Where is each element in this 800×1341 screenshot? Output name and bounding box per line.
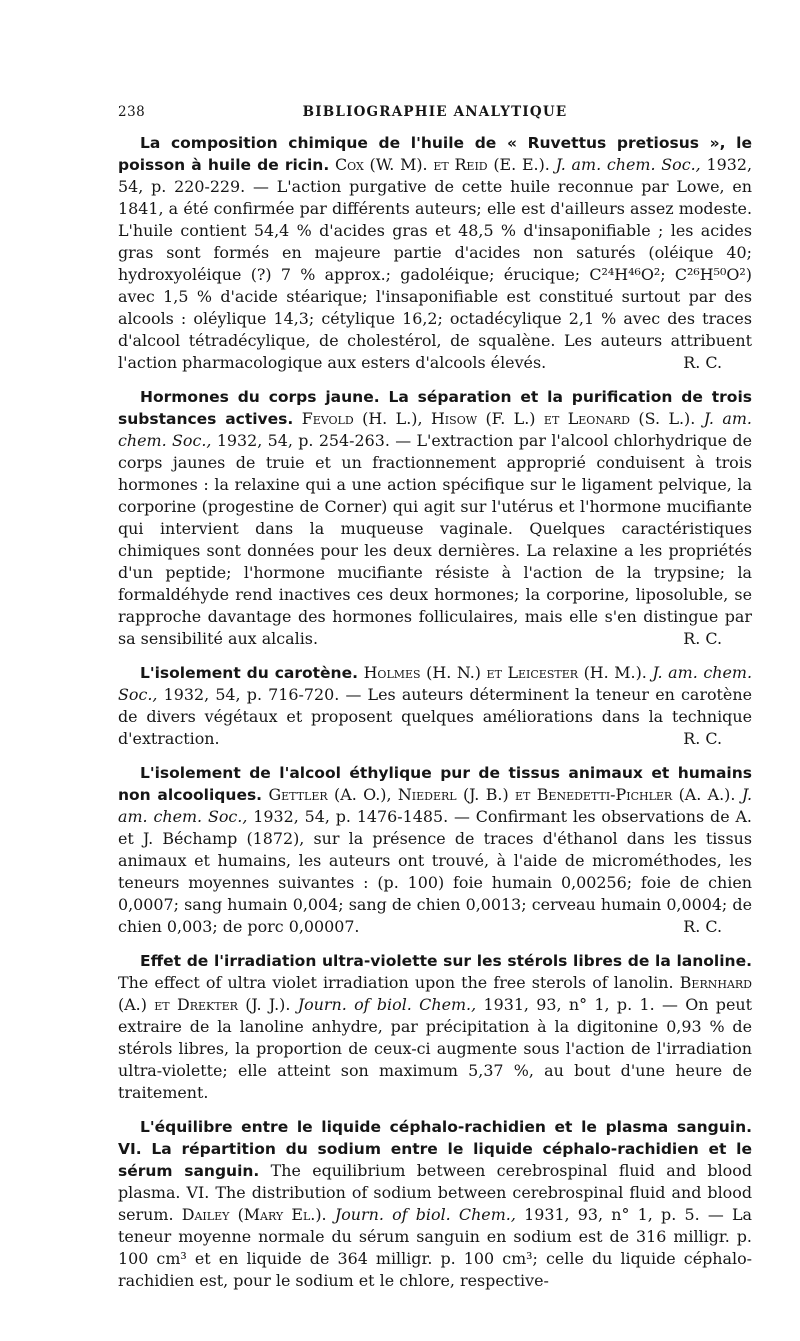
entry-citation: 1931, 93, n° 1, p. 5. [524,1205,700,1224]
entry-body: — On peut extraire de la lanoline anhydre, par précipitation à la digitonine 0,93 % de stérols libres, la proportion de ceux-ci augmente sous l'action de l'irradiation ultra-violette; elle atteint son maximum 5,37 %, au bout d'une heure de traitement. [118,995,752,1102]
entry-authors: Cox (W. M). et Reid (E. E.). [334,155,550,174]
entry-body: — Les auteurs déterminent la teneur en carotène de divers végétaux et proposent quelques améliorations dans la technique d'extraction. [118,685,752,748]
entry-journal: J. am. chem. Soc., [118,409,752,450]
entry-authors: Bernhard (A.) et Drekter (J. J.). [118,973,753,1014]
abstract-entry [118,132,752,374]
entry-body: — L'action purgative de cette huile reconnue par Lowe, en 1841, a été confirmée par différents auteurs; elle est d'ailleurs assez modeste. L'huile contient 54,4 % d'acides gras et 48,5 % d'insaponifiable ; les acides gras sont formés en majeure partie d'acides non saturés (oléique 40; hydroxyoléique (?) 7 % approx.; gadoléique; érucique; C²⁴H⁴⁶O²; C²⁶H⁵⁰O²) avec 1,5 % d'acide stéarique; l'insaponifiable est constitué surtout par des alcools : oléylique 14,3; cétylique 16,2; octadécylique 2,1 % avec des traces d'alcool tétradécylique, de cholestérol, de squalène. Les auteurs attribuent l'action pharmacologique aux esters d'alcools élevés. [118,177,752,372]
entry-journal: Journ. of biol. Chem., [297,995,477,1014]
entry-journal: J. am. chem. Soc., [118,663,752,704]
entry-signature: R. C. [683,353,722,372]
page-header [118,100,752,124]
abstract-entry [118,762,752,938]
entry-signature: R. C. [683,629,722,648]
entry-english-title: The effect of ultra violet irradiation upon the free sterols of lanolin. [118,973,674,992]
page-number: 238 [118,104,146,120]
abstract-entry [118,950,752,1104]
entry-citation: 1932, 54, p. 1476-1485. [253,807,449,826]
entry-authors: Gettler (A. O.), Niederl (J. B.) et Benedetti-Pichler (A. A.). [268,785,736,804]
entry-body: — La teneur moyenne normale du sérum sanguin en sodium est de 316 milligr. p. 100 cm³ et en liquide de 364 milligr. p. 100 cm³; celle du liquide céphalo-rachidien est, pour le sodium et le chlore, respective- [118,1205,753,1290]
entry-citation: 1931, 93, n° 1, p. 1. [483,995,655,1014]
entry-journal: Journ. of biol. Chem., [334,1205,516,1224]
entry-title: L'isolement de l'alcool éthylique pur de tissus animaux et humains non alcooliques. [118,764,752,804]
entry-signature: R. C. [683,917,722,936]
entry-journal: J. am. chem. Soc., [555,155,701,174]
entry-title: Hormones du corps jaune. La séparation et la purification de trois substances actives. [118,388,752,428]
entry-journal: J. am. chem. Soc., [118,785,752,826]
entry-signature: R. C. [683,729,722,748]
entry-citation: 1932, 54, p. 716-720. [163,685,340,704]
abstract-entry [118,1116,752,1292]
abstract-entry [118,662,752,750]
entry-title: L'isolement du carotène. [140,664,358,682]
running-title: BIBLIOGRAPHIE ANALYTIQUE [302,104,568,120]
document-body [118,132,752,1304]
entry-authors: Holmes (H. N.) et Leicester (H. M.). [363,663,647,682]
entry-citation: 1932, 54, p. 254-263. [216,431,390,450]
entry-title: La composition chimique de l'huile de « Ruvettus pretiosus », le poisson à huile de ricin. [118,134,752,174]
entry-authors: Fevold (H. L.), Hisow (F. L.) et Leonard (S. L.). [301,409,696,428]
entry-body: — L'extraction par l'alcool chlorhydrique de corps jaunes de truie et un fractionnement approprié conduisent à trois hormones : la relaxine qui a une action spécifique sur le ligament pelvique, la corporine (progestine de Corner) qui agit sur l'utérus et l'hormone mucifiante qui intervient dans la muqueuse vaginale. Quelques caractéristiques chimiques sont données pour les deux dernières. La relaxine a les propriétés d'un peptide; l'hormone mucifiante résiste à l'action de la trypsine; la formaldéhyde rend inactives ces deux hormones; la corporine, liposoluble, se rapproche davantage des hormones folliculaires, mais elle s'en distingue par sa sensibilité aux alcalis. [118,431,752,648]
entry-title: Effet de l'irradiation ultra-violette sur les stérols libres de la lanoline. [140,952,752,970]
entry-body: — Confirmant les observations de A. et J. Béchamp (1872), sur la présence de traces d'éthanol dans les tissus animaux et humains, les auteurs ont trouvé, à l'aide de microméthodes, les teneurs moyennes suivantes : (p. 100) foie humain 0,00256; foie de chien 0,0007; sang humain 0,004; sang de chien 0,0013; cerveau humain 0,0004; de chien 0,003; de porc 0,00007. [118,807,752,936]
entry-authors: Dailey (Mary El.). [181,1205,327,1224]
entry-english-title: The equilibrium between cerebrospinal fluid and blood plasma. VI. The distribution of sodium between cerebrospinal fluid and blood serum. [118,1161,752,1224]
abstract-entry [118,386,752,650]
entry-citation: 1932, 54, p. 220-229. [118,155,752,196]
entry-title: L'équilibre entre le liquide céphalo-rachidien et le plasma sanguin. VI. La répartition du sodium entre le liquide céphalo-rachidien et le sérum sanguin. [118,1118,752,1180]
